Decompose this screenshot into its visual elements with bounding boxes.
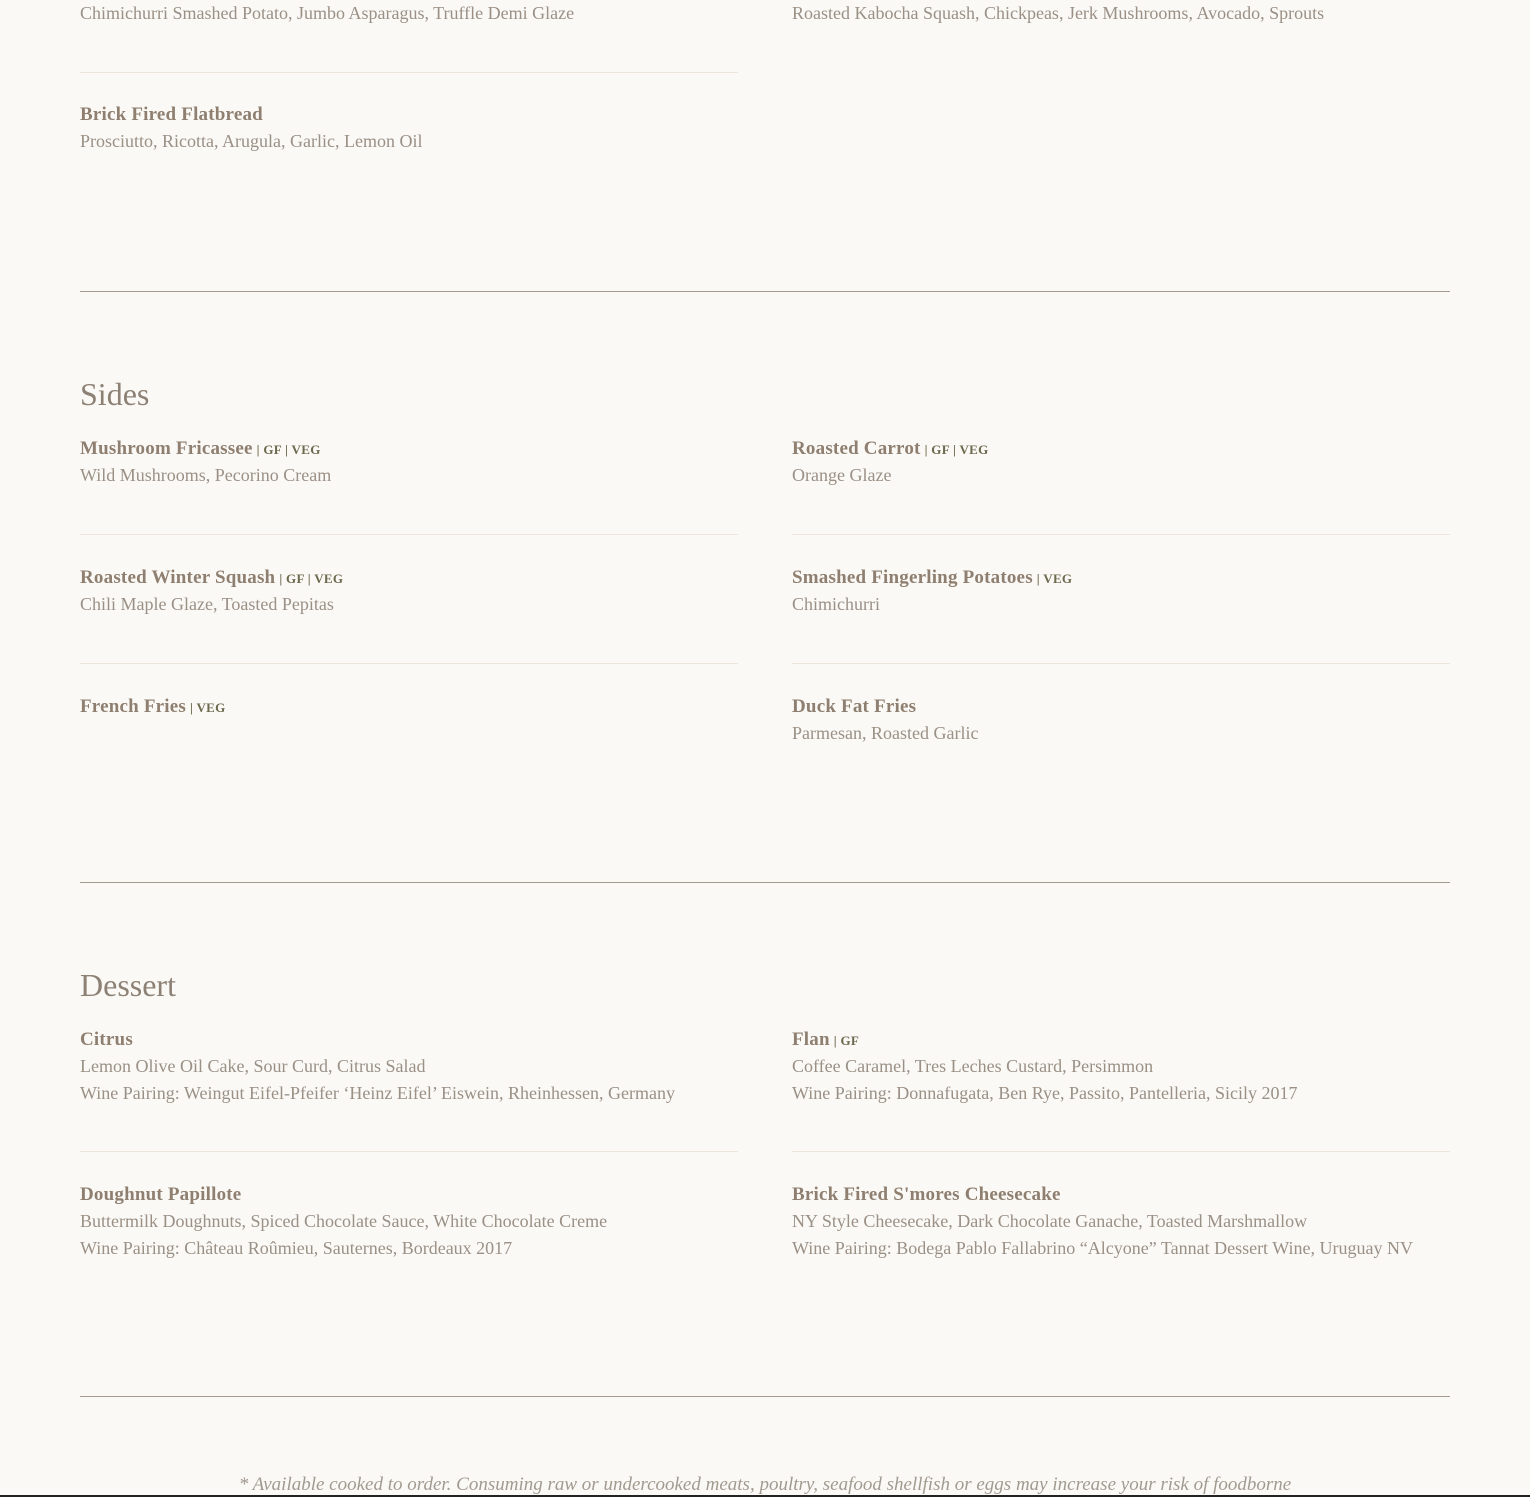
- menu-item-desc: Roasted Kabocha Squash, Chickpeas, Jerk Mushrooms, Avocado, Sprouts: [792, 3, 1325, 23]
- menu-item-flatbread: [80, 102, 738, 155]
- wine-pairing: Wine Pairing: Donnafugata, Ben Rye, Passito, Pantelleria, Sicily 2017: [792, 1082, 1298, 1103]
- menu-item-name: Duck Fat Fries: [792, 696, 917, 717]
- menu-item-desc: Chimichurri: [792, 594, 880, 614]
- section-title-dessert: Dessert: [80, 967, 176, 1003]
- diet-tags: | GF: [833, 1033, 860, 1048]
- menu-item-name: Mushroom Fricassee: [80, 438, 253, 459]
- item-divider: [792, 534, 1450, 535]
- menu-item: [80, 694, 738, 720]
- diet-tags: | GF | VEG: [924, 442, 989, 457]
- menu-item-name: Brick Fired Flatbread: [80, 104, 263, 125]
- section-rule: [80, 1396, 1450, 1397]
- menu-item-name: Flan: [792, 1029, 830, 1050]
- footer-disclaimer: * Available cooked to order. Consuming raw or undercooked meats, poultry, seafood shellfish or eggs may increase your risk of foodborne: [238, 1474, 1292, 1495]
- section-rule: [80, 291, 1450, 292]
- top-partial-row: [80, 0, 1450, 30]
- menu-item-desc: Chimichurri Smashed Potato, Jumbo Asparagus, Truffle Demi Glaze: [80, 3, 575, 23]
- item-divider: [792, 663, 1450, 664]
- menu-item-desc: NY Style Cheesecake, Dark Chocolate Ganache, Toasted Marshmallow: [792, 1211, 1308, 1231]
- menu-item: [80, 1182, 738, 1261]
- menu-item-desc: Prosciutto, Ricotta, Arugula, Garlic, Lemon Oil: [80, 131, 423, 151]
- wine-pairing: Wine Pairing: Château Roûmieu, Sauternes, Bordeaux 2017: [80, 1237, 513, 1258]
- item-divider: [792, 1151, 1450, 1152]
- menu-item-name: Citrus: [80, 1029, 133, 1050]
- menu-item-desc: Lemon Olive Oil Cake, Sour Curd, Citrus Salad: [80, 1056, 426, 1076]
- wine-pairing: Wine Pairing: Bodega Pablo Fallabrino “Alcyone” Tannat Dessert Wine, Uruguay NV: [792, 1237, 1413, 1258]
- menu-item-name: Doughnut Papillote: [80, 1184, 242, 1205]
- menu-item-name: Roasted Carrot: [792, 438, 921, 459]
- diet-tags: | GF | VEG: [279, 571, 344, 586]
- menu-item-name: Smashed Fingerling Potatoes: [792, 567, 1033, 588]
- section-title-sides: Sides: [80, 376, 150, 412]
- item-divider: [80, 663, 738, 664]
- menu-item: [792, 436, 1450, 489]
- wine-pairing: Wine Pairing: Weingut Eifel-Pfeifer ‘Heinz Eifel’ Eiswein, Rheinhessen, Germany: [80, 1082, 675, 1103]
- menu-item-desc: Buttermilk Doughnuts, Spiced Chocolate Sauce, White Chocolate Creme: [80, 1211, 608, 1231]
- menu-item-name: French Fries: [80, 696, 186, 717]
- menu-item: [80, 565, 738, 618]
- diet-tags: | VEG: [1036, 571, 1073, 586]
- menu-item-name: Brick Fired S'mores Cheesecake: [792, 1184, 1061, 1205]
- item-divider: [80, 1151, 738, 1152]
- section-rule: [80, 882, 1450, 883]
- menu-item: [792, 1027, 1450, 1106]
- menu-item: [80, 1027, 738, 1106]
- menu-item-desc: Coffee Caramel, Tres Leches Custard, Persimmon: [792, 1056, 1154, 1076]
- menu-item: [80, 436, 738, 489]
- menu-item-desc: Orange Glaze: [792, 465, 892, 485]
- menu-item: [792, 694, 1450, 747]
- menu-item-desc: Wild Mushrooms, Pecorino Cream: [80, 465, 332, 485]
- diet-tags: | VEG: [190, 700, 226, 715]
- item-divider: [80, 72, 738, 73]
- menu-item-desc: Chili Maple Glaze, Toasted Pepitas: [80, 594, 334, 614]
- diet-tags: | GF | VEG: [256, 442, 321, 457]
- menu-item-desc: Parmesan, Roasted Garlic: [792, 723, 979, 743]
- item-divider: [80, 534, 738, 535]
- menu-item: [792, 565, 1450, 618]
- menu-item: [792, 1182, 1450, 1261]
- menu-item-name: Roasted Winter Squash: [80, 567, 276, 588]
